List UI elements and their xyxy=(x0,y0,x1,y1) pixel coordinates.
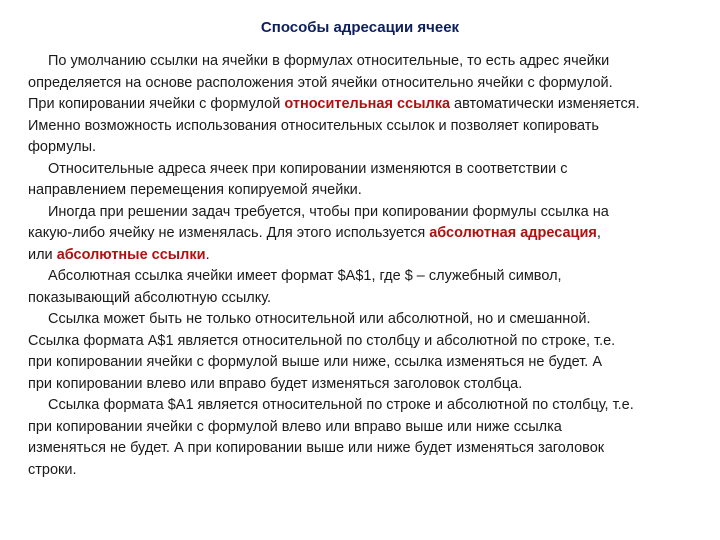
text-line: показывающий абсолютную ссылку. xyxy=(28,289,272,306)
text-segment: . xyxy=(205,246,210,263)
text-line: Абсолютная ссылка ячейки имеет формат $A$1, где $ – служебный символ, xyxy=(48,268,562,284)
text-line: определяется на основе расположения этой ячейки относительно ячейки с формулой. xyxy=(28,74,613,91)
text-line: направлением перемещения копируемой ячейки. xyxy=(28,182,362,198)
text-line: Ссылка формата A$1 является относительной по столбцу и абсолютной по строке, т.е. xyxy=(28,332,616,349)
text-line xyxy=(28,245,718,267)
text-line: Относительные адреса ячеек при копировании изменяются в соответствии с xyxy=(48,160,568,177)
text-line: Именно возможность использования относительных ссылок и позволяет копировать xyxy=(28,117,599,134)
text-line: Ссылка может быть не только относительной или абсолютной, но и смешанной. xyxy=(48,311,591,327)
highlight-absolute-addressing: абсолютная адресация xyxy=(429,225,597,241)
text-line: Ссылка формата $A1 является относительной по строке и абсолютной по столбцу, т.е. xyxy=(48,397,634,413)
text-line: Иногда при решении задач требуется, чтобы при копировании формулы ссылка на xyxy=(48,203,609,220)
text-segment: При копировании ячейки с формулой xyxy=(28,96,285,112)
page-title: Способы адресации ячеек xyxy=(260,19,460,36)
text-segment: какую-либо ячейку не изменялась. Для этого используется xyxy=(28,225,430,241)
text-line xyxy=(28,94,718,116)
highlight-relative-reference: относительная ссылка xyxy=(284,96,451,112)
text-segment: или xyxy=(28,246,57,263)
text-line: По умолчанию ссылки на ячейки в формулах относительные, то есть адрес ячейки xyxy=(48,53,610,69)
text-line: формулы. xyxy=(28,139,97,155)
text-line: при копировании ячейки с формулой выше или ниже, ссылка изменяться не будет. А xyxy=(28,354,603,370)
text-line: при копировании влево или вправо будет изменяться заголовок столбца. xyxy=(28,375,523,392)
text-line: при копировании ячейки с формулой влево или вправо выше или ниже ссылка xyxy=(28,418,562,435)
highlight-absolute-references: абсолютные ссылки xyxy=(56,246,206,263)
text-line: строки. xyxy=(28,461,77,478)
text-line xyxy=(28,223,718,245)
text-line: изменяться не будет. А при копировании выше или ниже будет изменяться заголовок xyxy=(28,440,605,456)
body-text xyxy=(28,51,718,481)
text-segment: автоматически изменяется. xyxy=(450,96,640,112)
text-segment: , xyxy=(596,225,601,241)
